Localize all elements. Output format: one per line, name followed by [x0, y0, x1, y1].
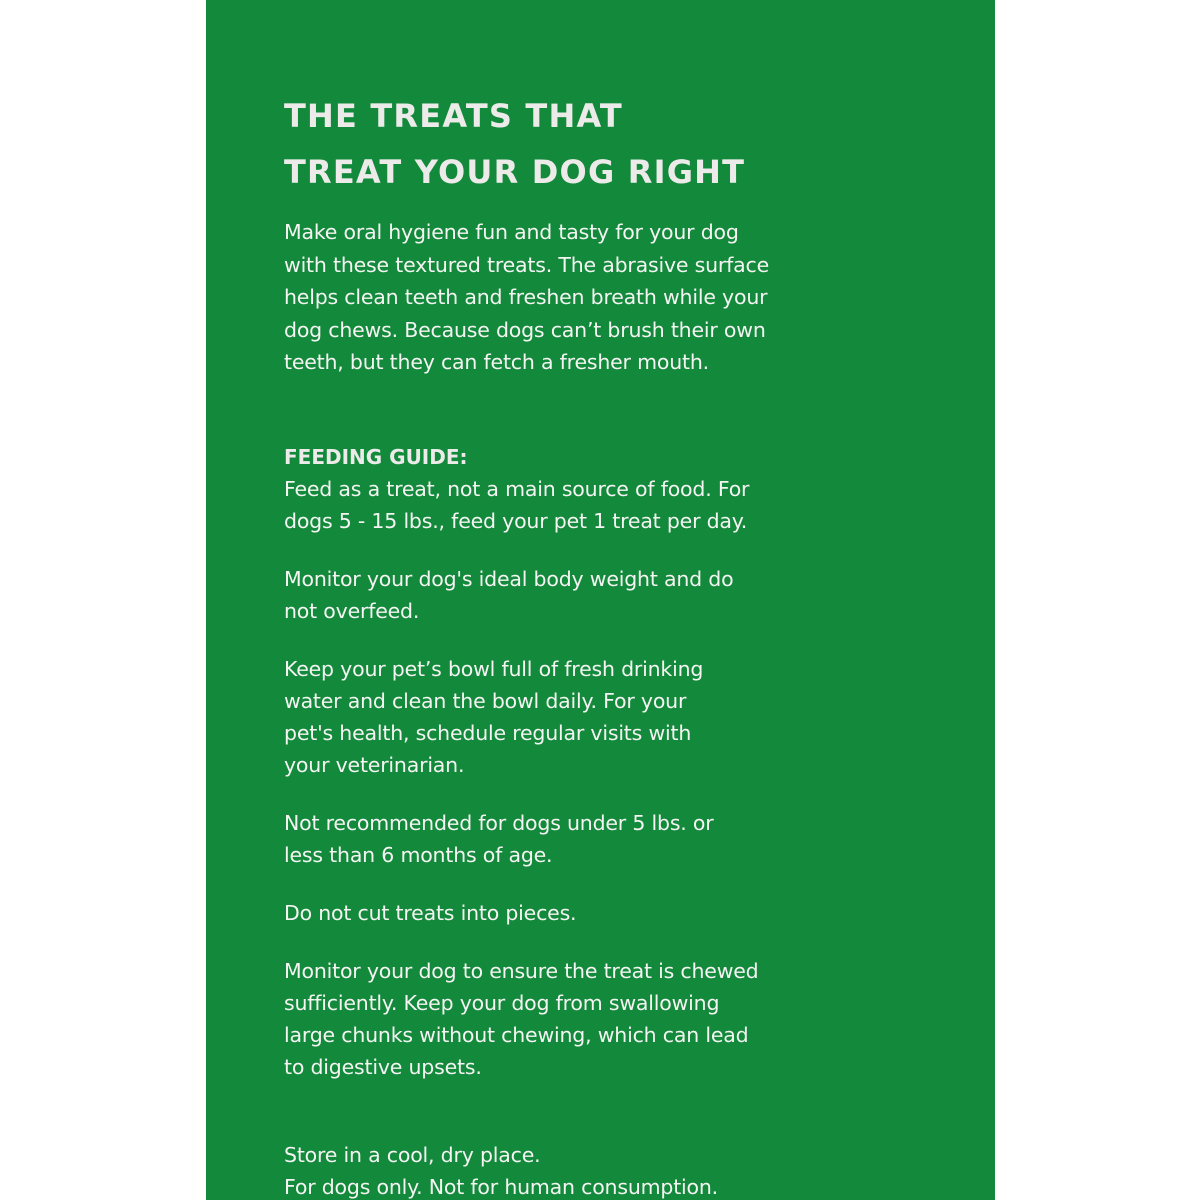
feeding-instruction-paragraph: [284, 473, 864, 537]
paragraph-line: Monitor your dog's ideal body weight and do: [284, 566, 734, 591]
paragraph-line: your veterinarian.: [284, 752, 465, 777]
paragraph-line: Store in a cool, dry place.: [284, 1142, 541, 1167]
intro-line: teeth, but they can fetch a fresher mouth.: [284, 350, 709, 374]
intro-line: helps clean teeth and freshen breath while your: [284, 285, 768, 309]
paragraph-line: Not recommended for dogs under 5 lbs. or: [284, 810, 714, 835]
chewing-warning-paragraph: [284, 955, 864, 1083]
paragraph-line: Monitor your dog to ensure the treat is chewed: [284, 958, 759, 983]
paragraph-line: pet's health, schedule regular visits with: [284, 720, 692, 745]
paragraph-line: not overfeed.: [284, 598, 420, 623]
paragraph-line: sufficiently. Keep your dog from swallowing: [284, 990, 720, 1015]
headline-line: TREAT YOUR DOG RIGHT: [284, 153, 746, 191]
body-weight-paragraph: [284, 563, 864, 627]
do-not-cut-paragraph: [284, 897, 864, 929]
paragraph-line: Feed as a treat, not a main source of food. For: [284, 476, 750, 501]
intro-line: with these textured treats. The abrasive surface: [284, 252, 769, 277]
paragraph-line: less than 6 months of age.: [284, 842, 553, 867]
paragraph-line: dogs 5 - 15 lbs., feed your pet 1 treat per day.: [284, 508, 748, 533]
intro-line: dog chews. Because dogs can’t brush their own: [284, 317, 766, 342]
headline: [284, 88, 864, 200]
paragraph-line: For dogs only. Not for human consumption.: [284, 1174, 718, 1199]
age-weight-warning-paragraph: [284, 807, 864, 871]
paragraph-line: Keep your pet’s bowl full of fresh drinking: [284, 656, 704, 681]
paragraph-line: Do not cut treats into pieces.: [284, 900, 577, 925]
intro-paragraph: [284, 216, 864, 379]
feeding-guide-title: FEEDING GUIDE:: [284, 444, 468, 469]
paragraph-line: water and clean the bowl daily. For your: [284, 688, 687, 713]
storage-paragraph: [284, 1139, 864, 1203]
intro-line: Make oral hygiene fun and tasty for your dog: [284, 220, 739, 244]
headline-line: THE TREATS THAT: [284, 97, 623, 135]
water-vet-paragraph: [284, 653, 864, 781]
paragraph-line: to digestive upsets.: [284, 1054, 482, 1079]
paragraph-line: large chunks without chewing, which can lead: [284, 1022, 749, 1047]
package-text-content: [284, 88, 864, 1203]
